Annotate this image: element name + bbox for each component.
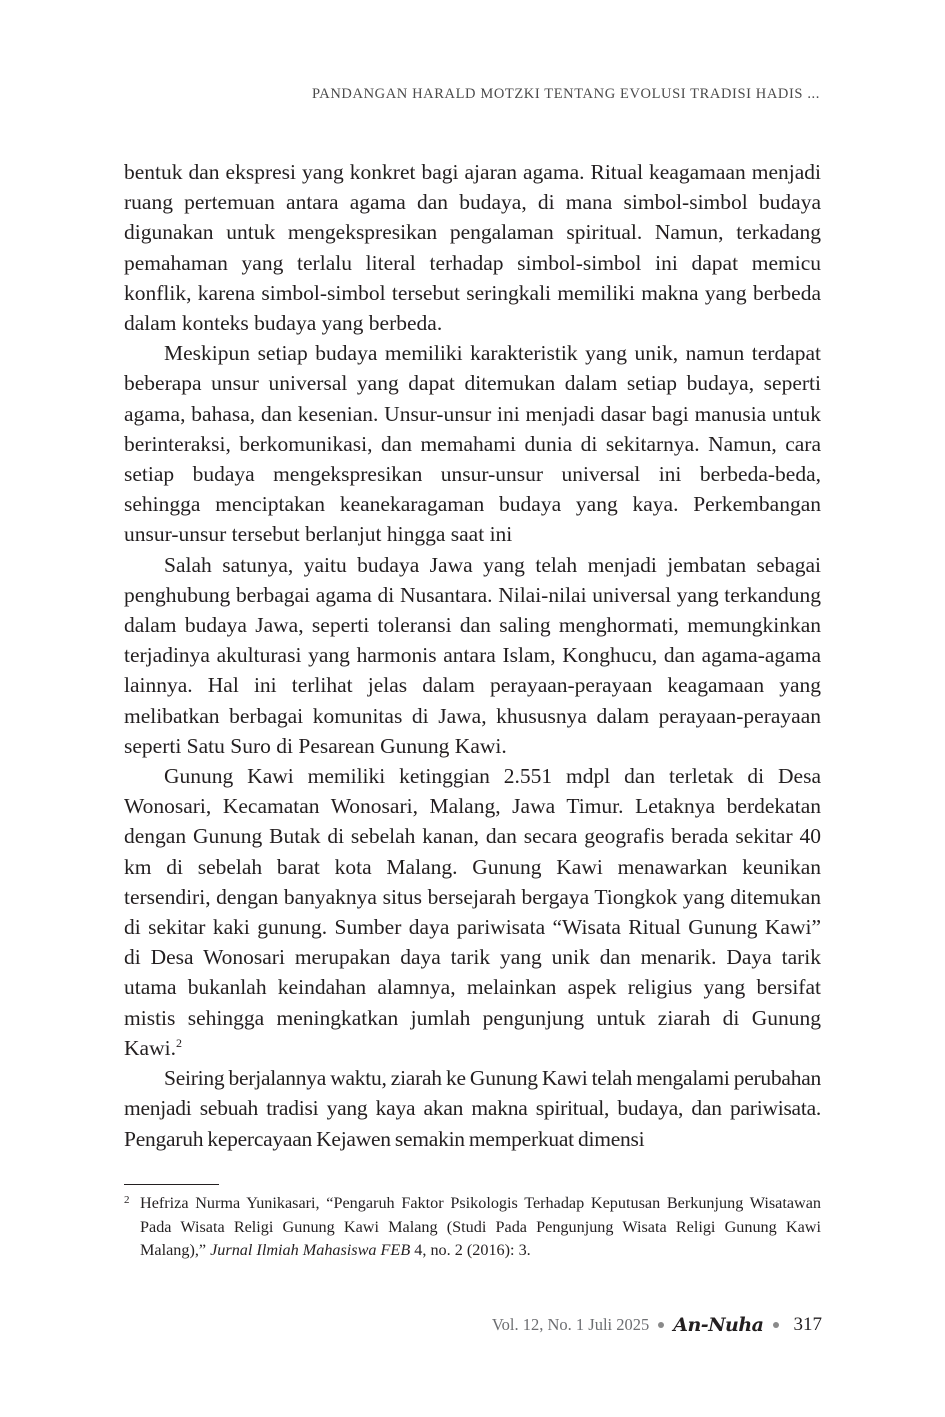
bullet-separator: [658, 1322, 664, 1328]
journal-logo: An-Nuha: [673, 1314, 764, 1336]
footnote-citation: Hefriza Nurma Yunikasari, “Pengaruh Faktor Psikologis Terhadap Keputusan Berkunjung Wisatawan Pada Wisata Religi Gunung Kawi Malang (Studi Pada Pengunjung Wisata Religi Gunung Kawi Malang),”: [140, 1194, 821, 1259]
running-header: PANDANGAN HARALD MOTZKI TENTANG EVOLUSI TRADISI HADIS ...: [311, 86, 820, 102]
page-footer: [492, 1314, 822, 1336]
body-text: [124, 157, 821, 1154]
footnote-divider: [124, 1184, 219, 1185]
page-number: 317: [793, 1314, 822, 1335]
bullet-separator: [773, 1322, 779, 1328]
paragraph-3: Salah satunya, yaitu budaya Jawa yang telah menjadi jembatan sebagai penghubung berbagai agama di Nusantara. Nilai-nilai universal yang terkandung dalam budaya Jawa, seperti toleransi dan saling menghormati, memungkinkan terjadinya akulturasi yang harmonis antara Islam, Konghucu, dan agama-agama lainnya. Hal ini terlihat jelas dalam perayaan-perayaan keagamaan yang melibatkan berbagai komunitas di Jawa, khususnya dalam perayaan-perayaan seperti Satu Suro di Pesarean Gunung Kawi.: [124, 552, 821, 758]
paragraph-4-text: Gunung Kawi memiliki ketinggian 2.551 mdpl dan terletak di Desa Wonosari, Kecamatan Wonosari, Malang, Jawa Timur. Letaknya berdekatan dengan Gunung Butak di sebelah kanan, dan secara geografis berada sekitar 40 km di sebelah barat kota Malang. Gunung Kawi menawarkan keunikan tersendiri, dengan banyaknya situs bersejarah bergaya Tiongkok yang ditemukan di sekitar kaki gunung. Sumber daya pariwisata “Wisata Ritual Gunung Kawi” di Desa Wonosari merupakan daya tarik yang unik dan menarik. Daya tarik utama bukanlah keindahan alamnya, melainkan aspek religius yang bersifat mistis sehingga meningkatkan jumlah pengunjung untuk ziarah di Gunung Kawi.: [124, 764, 821, 1060]
footnote-number: 2: [124, 1194, 130, 1206]
footnote-citation-end: 4, no. 2 (2016): 3.: [410, 1241, 531, 1259]
paragraph-2: Meskipun setiap budaya memiliki karakteristik yang unik, namun terdapat beberapa unsur universal yang dapat ditemukan dalam setiap budaya, seperti agama, bahasa, dan kesenian. Unsur-unsur ini menjadi dasar bagi manusia untuk berinteraksi, berkomunikasi, dan memahami dunia di sekitarnya. Namun, cara setiap budaya mengekspresikan unsur-unsur universal ini berbeda-beda, sehingga menciptakan keanekaragaman budaya yang kaya. Perkembangan unsur-unsur tersebut berlanjut hingga saat ini: [124, 341, 821, 547]
footnote-body: [140, 1192, 821, 1263]
paragraph-5: Seiring berjalannya waktu, ziarah ke Gunung Kawi telah mengalami perubahan menjadi sebuah tradisi yang kaya akan makna spiritual, budaya, dan pariwisata. Pengaruh kepercayaan Kejawen semakin memperkuat dimensi: [124, 1066, 821, 1151]
footnote: [124, 1192, 821, 1263]
volume-info: Vol. 12, No. 1 Juli 2025: [491, 1315, 650, 1334]
paragraph-4: [124, 761, 821, 1063]
footnote-journal-title: Jurnal Ilmiah Mahasiswa FEB: [210, 1241, 411, 1259]
paragraph-1: bentuk dan ekspresi yang konkret bagi ajaran agama. Ritual keagamaan menjadi ruang pertemuan antara agama dan budaya, di mana simbol-simbol budaya digunakan untuk mengekspresikan pengalaman spiritual. Namun, terkadang pemahaman yang terlalu literal terhadap simbol-simbol ini dapat memicu konflik, karena simbol-simbol tersebut seringkali memiliki makna yang berbeda dalam konteks budaya yang berbeda.: [124, 160, 821, 336]
footnote-reference[interactable]: 2: [175, 1036, 182, 1051]
